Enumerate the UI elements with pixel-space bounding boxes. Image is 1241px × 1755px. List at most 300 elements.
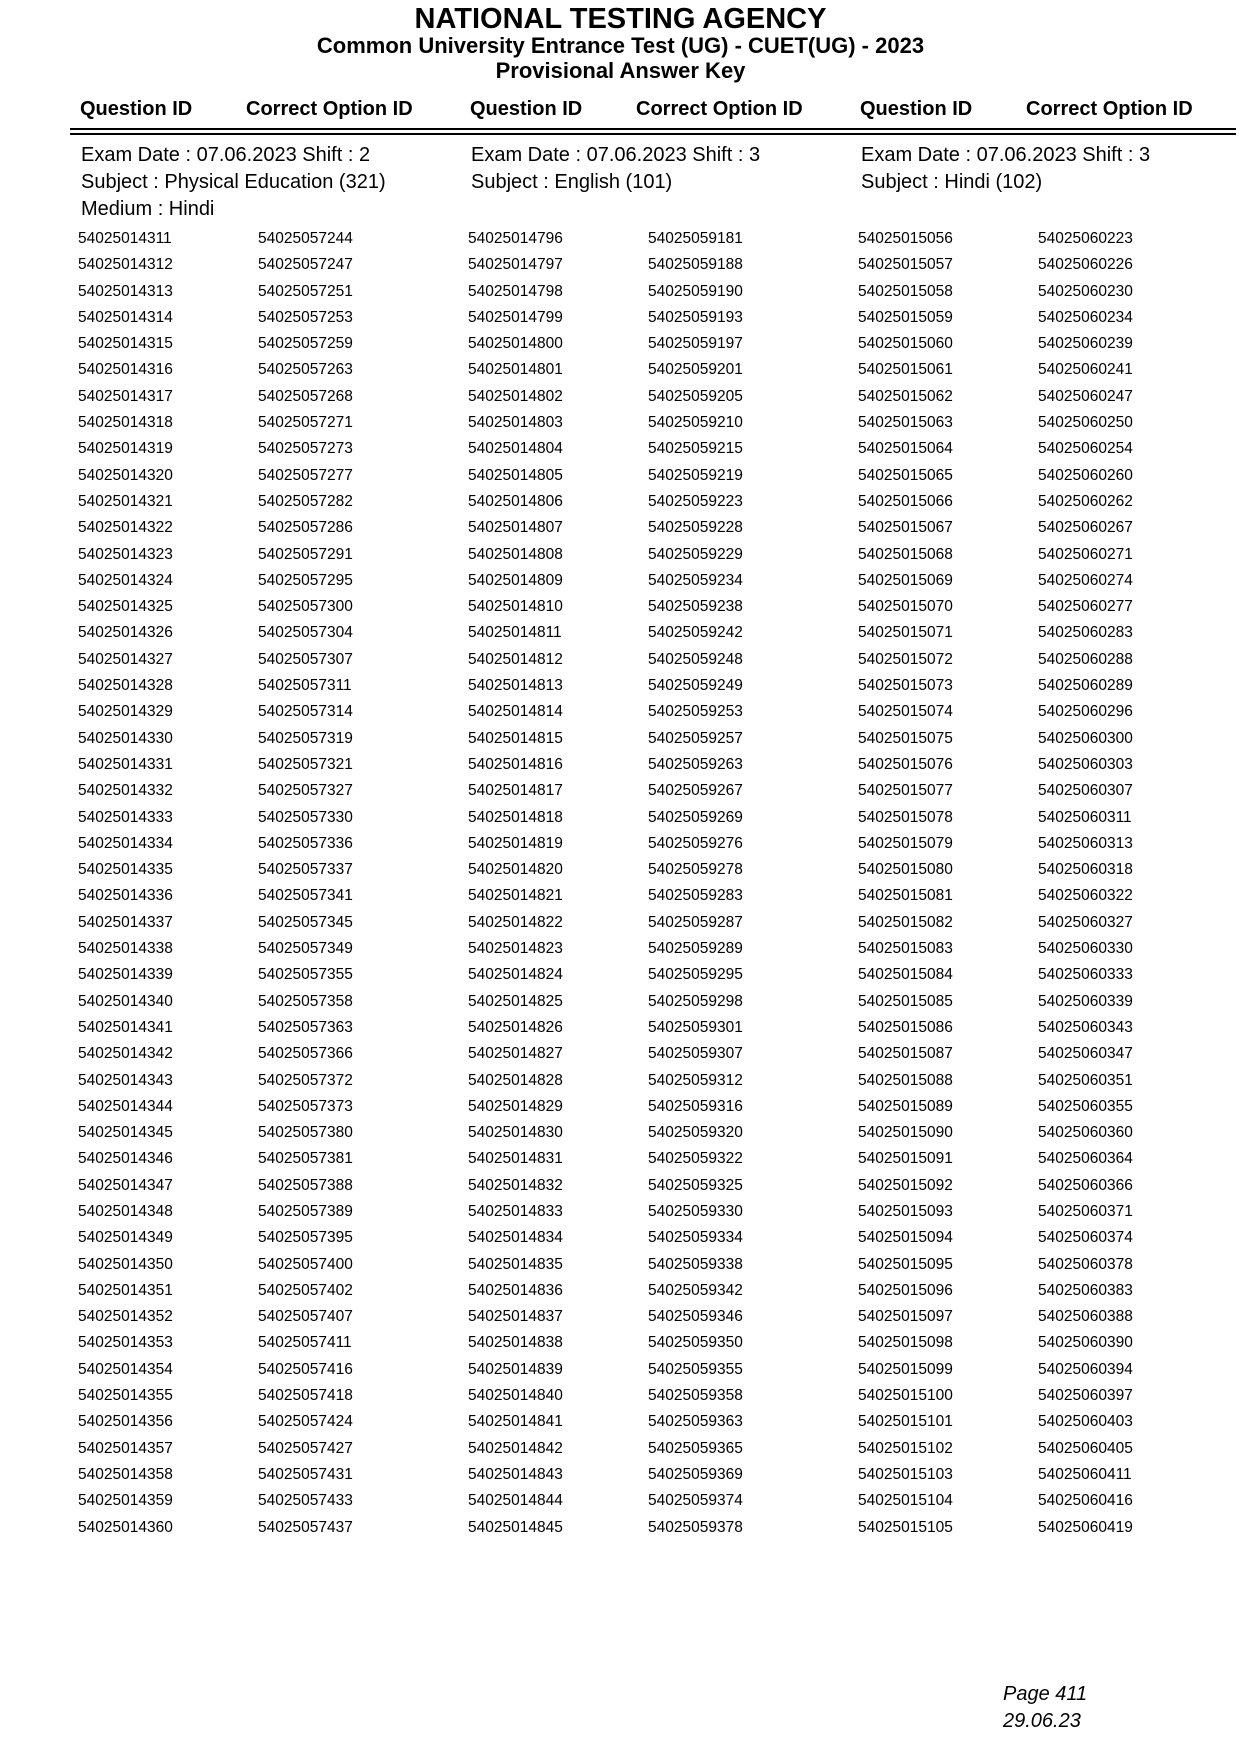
medium: Medium : Hindi [81,198,215,220]
table-cell: 54025015073 [858,677,953,695]
table-cell: 54025014337 [78,913,173,931]
table-cell: 54025014341 [78,1018,173,1036]
table-cell: 54025057358 [258,992,353,1010]
table-cell: 54025060254 [1038,440,1133,458]
table-cell: 54025014319 [78,440,173,458]
table-cell: 54025014840 [468,1387,563,1405]
table-cell: 54025014798 [468,282,563,300]
table-cell: 54025060339 [1038,992,1133,1010]
table-cell: 54025015071 [858,624,953,642]
table-cell: 54025057381 [258,1150,353,1168]
table-cell: 54025015104 [858,1492,953,1510]
table-cell: 54025060307 [1038,782,1133,800]
table-cell: 54025014800 [468,335,563,353]
table-cell: 54025057407 [258,1308,353,1326]
table-cell: 54025015089 [858,1097,953,1115]
table-cell: 54025015085 [858,992,953,1010]
table-cell: 54025014358 [78,1465,173,1483]
table-cell: 54025014325 [78,598,173,616]
table-cell: 54025057291 [258,545,353,563]
table-cell: 54025057251 [258,282,353,300]
table-cell: 54025057380 [258,1124,353,1142]
table-cell: 54025014815 [468,729,563,747]
table-cell: 54025057304 [258,624,353,642]
table-cell: 54025015097 [858,1308,953,1326]
table-cell: 54025014332 [78,782,173,800]
table-cell: 54025060260 [1038,466,1133,484]
table-cell: 54025014322 [78,519,173,537]
table-cell: 54025015083 [858,940,953,958]
table-cell: 54025060274 [1038,571,1133,589]
table-cell: 54025015075 [858,729,953,747]
column-header-correct-option-id: Correct Option ID [1026,98,1193,120]
table-cell: 54025059263 [648,755,743,773]
table-cell: 54025060234 [1038,308,1133,326]
table-cell: 54025015101 [858,1413,953,1431]
column-header-question-id: Question ID [80,98,193,120]
section-info-physical-education [81,142,386,223]
table-cell: 54025057416 [258,1360,353,1378]
table-cell: 54025060405 [1038,1439,1133,1457]
header-divider-line [70,133,1236,135]
table-cell: 54025059201 [648,361,743,379]
subject: Subject : Hindi (102) [861,171,1043,193]
table-cell: 54025014825 [468,992,563,1010]
table-cell: 54025057286 [258,519,353,537]
table-cell: 54025060226 [1038,256,1133,274]
table-cell: 54025014818 [468,808,563,826]
table-cell: 54025059301 [648,1018,743,1036]
table-cell: 54025059219 [648,466,743,484]
question-id-column [858,226,953,1541]
table-cell: 54025057355 [258,966,353,984]
page-footer [1003,1681,1087,1735]
table-cell: 54025015065 [858,466,953,484]
table-cell: 54025014797 [468,256,563,274]
exam-title: Common University Entrance Test (UG) - CUET(UG) - 2023 [316,33,925,58]
table-cell: 54025060378 [1038,1255,1133,1273]
table-cell: 54025059257 [648,729,743,747]
table-cell: 54025057366 [258,1045,353,1063]
table-cell: 54025014828 [468,1071,563,1089]
table-cell: 54025014802 [468,387,563,405]
table-cell: 54025060330 [1038,940,1133,958]
table-cell: 54025060411 [1038,1465,1132,1483]
column-header-question-id: Question ID [470,98,583,120]
table-cell: 54025014333 [78,808,173,826]
table-cell: 54025059229 [648,545,743,563]
table-cell: 54025060223 [1038,230,1133,247]
subject: Subject : English (101) [471,171,673,193]
table-cell: 54025059312 [648,1071,743,1089]
table-cell: 54025014829 [468,1097,563,1115]
table-cell: 54025014831 [468,1150,563,1168]
table-cell: 54025059342 [648,1281,743,1299]
table-cell: 54025014345 [78,1124,173,1142]
table-cell: 54025014841 [468,1413,563,1431]
correct-option-id-column [1038,226,1133,1541]
table-cell: 54025015105 [858,1518,953,1536]
table-cell: 54025015096 [858,1281,953,1299]
table-cell: 54025057277 [258,466,353,484]
table-cell: 54025014801 [468,361,563,379]
section-info-hindi [861,142,1150,196]
table-cell: 54025057319 [258,729,353,747]
table-cell: 54025057307 [258,650,353,668]
table-cell: 54025060364 [1038,1150,1133,1168]
table-cell: 54025059283 [648,887,743,905]
table-cell: 54025059197 [648,335,743,353]
table-cell: 54025057244 [258,230,353,247]
table-cell: 54025015095 [858,1255,953,1273]
table-cell: 54025060419 [1038,1518,1133,1536]
table-cell: 54025057268 [258,387,353,405]
table-cell: 54025060371 [1038,1202,1133,1220]
table-cell: 54025014799 [468,308,563,326]
table-cell: 54025060303 [1038,755,1133,773]
table-cell: 54025014359 [78,1492,173,1510]
table-cell: 54025057389 [258,1202,353,1220]
table-cell: 54025014352 [78,1308,173,1326]
table-cell: 54025015056 [858,230,953,247]
table-cell: 54025057433 [258,1492,353,1510]
table-cell: 54025057424 [258,1413,353,1431]
table-cell: 54025059298 [648,992,743,1010]
table-cell: 54025057259 [258,335,353,353]
table-cell: 54025060241 [1038,361,1133,379]
section-info-english [471,142,760,196]
table-cell: 54025060289 [1038,677,1133,695]
table-cell: 54025059228 [648,519,743,537]
table-cell: 54025014315 [78,335,173,353]
table-cell: 54025015103 [858,1465,953,1483]
table-cell: 54025057411 [258,1334,352,1352]
table-cell: 54025060390 [1038,1334,1133,1352]
agency-title: NATIONAL TESTING AGENCY [414,3,827,35]
table-cell: 54025014340 [78,992,173,1010]
table-cell: 54025015060 [858,335,953,353]
exam-date-shift: Exam Date : 07.06.2023 Shift : 2 [81,144,371,166]
table-cell: 54025059363 [648,1413,743,1431]
table-cell: 54025060333 [1038,966,1133,984]
table-cell: 54025057247 [258,256,353,274]
table-cell: 54025057372 [258,1071,353,1089]
table-cell: 54025015072 [858,650,953,668]
table-cell: 54025059289 [648,940,743,958]
table-cell: 54025014838 [468,1334,563,1352]
table-cell: 54025059355 [648,1360,743,1378]
table-cell: 54025014349 [78,1229,173,1247]
table-cell: 54025014820 [468,861,563,879]
table-cell: 54025059378 [648,1518,743,1536]
table-cell: 54025057337 [258,861,353,879]
table-cell: 54025015077 [858,782,953,800]
table-cell: 54025014839 [468,1360,563,1378]
table-cell: 54025057253 [258,308,353,326]
table-cell: 54025014821 [468,887,563,905]
table-cell: 54025015092 [858,1176,953,1194]
table-cell: 54025059365 [648,1439,743,1457]
header-divider-line [70,128,1236,130]
table-cell: 54025057321 [258,755,353,773]
table-cell: 54025060267 [1038,519,1133,537]
table-cell: 54025014827 [468,1045,563,1063]
table-cell: 54025014318 [78,414,173,432]
table-cell: 54025059238 [648,598,743,616]
table-cell: 54025014331 [78,755,173,773]
table-cell: 54025014807 [468,519,563,537]
table-cell: 54025060247 [1038,387,1133,405]
table-cell: 54025015088 [858,1071,953,1089]
table-cell: 54025014327 [78,650,173,668]
table-cell: 54025014808 [468,545,563,563]
table-cell: 54025015102 [858,1439,953,1457]
table-cell: 54025015064 [858,440,953,458]
page-number: Page 411 [1003,1683,1088,1705]
table-cell: 54025015067 [858,519,953,537]
table-cell: 54025059287 [648,913,743,931]
table-cell: 54025014339 [78,966,173,984]
table-cell: 54025014833 [468,1202,563,1220]
table-cell: 54025014805 [468,466,563,484]
table-cell: 54025057341 [258,887,353,905]
table-cell: 54025014843 [468,1465,563,1483]
table-cell: 54025014320 [78,466,173,484]
table-cell: 54025060296 [1038,703,1133,721]
table-cell: 54025057330 [258,808,353,826]
table-cell: 54025060374 [1038,1229,1133,1247]
table-cell: 54025059307 [648,1045,743,1063]
table-cell: 54025014347 [78,1176,173,1194]
table-cell: 54025060311 [1038,808,1132,826]
table-cell: 54025014357 [78,1439,173,1457]
table-cell: 54025060366 [1038,1176,1133,1194]
table-cell: 54025015087 [858,1045,953,1063]
table-cell: 54025015059 [858,308,953,326]
table-cell: 54025057427 [258,1439,353,1457]
table-cell: 54025014351 [78,1281,173,1299]
table-cell: 54025057263 [258,361,353,379]
subject: Subject : Physical Education (321) [81,171,386,193]
table-cell: 54025015062 [858,387,953,405]
table-cell: 54025057273 [258,440,353,458]
table-cell: 54025014329 [78,703,173,721]
table-cell: 54025014816 [468,755,563,773]
table-cell: 54025014326 [78,624,173,642]
table-cell: 54025060343 [1038,1018,1133,1036]
table-cell: 54025059234 [648,571,743,589]
table-cell: 54025014317 [78,387,173,405]
table-cell: 54025014323 [78,545,173,563]
table-cell: 54025057400 [258,1255,353,1273]
table-cell: 54025057311 [258,677,352,695]
table-cell: 54025014834 [468,1229,563,1247]
column-header-correct-option-id: Correct Option ID [636,98,803,120]
table-cell: 54025060277 [1038,598,1133,616]
table-cell: 54025015091 [858,1150,953,1168]
exam-date-shift: Exam Date : 07.06.2023 Shift : 3 [471,144,761,166]
table-cell: 54025014356 [78,1413,173,1431]
table-cell: 54025060394 [1038,1360,1133,1378]
table-cell: 54025057271 [258,414,353,432]
correct-option-id-column [258,226,353,1541]
table-cell: 54025059205 [648,387,743,405]
table-cell: 54025059278 [648,861,743,879]
table-cell: 54025014324 [78,571,173,589]
table-cell: 54025014344 [78,1097,173,1115]
table-cell: 54025014830 [468,1124,563,1142]
table-cell: 54025059350 [648,1334,743,1352]
table-cell: 54025014350 [78,1255,173,1273]
table-cell: 54025059338 [648,1255,743,1273]
table-cell: 54025014312 [78,256,173,274]
column-header-correct-option-id: Correct Option ID [246,98,413,120]
table-cell: 54025059295 [648,966,743,984]
table-cell: 54025014354 [78,1360,173,1378]
table-cell: 54025057395 [258,1229,353,1247]
table-cell: 54025014335 [78,861,173,879]
table-cell: 54025014835 [468,1255,563,1273]
table-cell: 54025057300 [258,598,353,616]
table-cell: 54025015078 [858,808,953,826]
table-cell: 54025015093 [858,1202,953,1220]
table-cell: 54025057336 [258,834,353,852]
table-cell: 54025059276 [648,834,743,852]
table-cell: 54025060283 [1038,624,1133,642]
table-cell: 54025059334 [648,1229,743,1247]
table-cell: 54025015068 [858,545,953,563]
table-cell: 54025014842 [468,1439,563,1457]
table-cell: 54025060239 [1038,335,1133,353]
question-id-column [78,226,173,1541]
table-cell: 54025059267 [648,782,743,800]
table-cell: 54025060318 [1038,861,1133,879]
table-cell: 54025059346 [648,1308,743,1326]
table-cell: 54025059223 [648,492,743,510]
table-cell: 54025014796 [468,230,563,247]
table-cell: 54025014809 [468,571,563,589]
table-cell: 54025015081 [858,887,953,905]
table-cell: 54025057314 [258,703,353,721]
table-cell: 54025057282 [258,492,353,510]
table-cell: 54025059242 [648,624,743,642]
document-type: Provisional Answer Key [495,58,746,83]
table-cell: 54025014845 [468,1518,563,1536]
table-cell: 54025014348 [78,1202,173,1220]
table-cell: 54025059253 [648,703,743,721]
table-cell: 54025060230 [1038,282,1133,300]
table-cell: 54025015086 [858,1018,953,1036]
table-cell: 54025059322 [648,1150,743,1168]
table-cell: 54025014336 [78,887,173,905]
table-cell: 54025060355 [1038,1097,1133,1115]
table-cell: 54025060351 [1038,1071,1133,1089]
table-cell: 54025015098 [858,1334,953,1352]
table-cell: 54025014817 [468,782,563,800]
table-cell: 54025060300 [1038,729,1133,747]
table-cell: 54025014353 [78,1334,173,1352]
table-cell: 54025060388 [1038,1308,1133,1326]
table-cell: 54025014806 [468,492,563,510]
table-cell: 54025059269 [648,808,743,826]
table-cell: 54025059210 [648,414,743,432]
table-cell: 54025014355 [78,1387,173,1405]
table-cell: 54025060383 [1038,1281,1133,1299]
table-cell: 54025015061 [858,361,953,379]
table-cell: 54025014321 [78,492,173,510]
table-cell: 54025015090 [858,1124,953,1142]
table-cell: 54025014803 [468,414,563,432]
footer-date: 29.06.23 [1003,1710,1081,1732]
table-cell: 54025014314 [78,308,173,326]
table-cell: 54025014804 [468,440,563,458]
table-cell: 54025060416 [1038,1492,1133,1510]
table-cell: 54025059320 [648,1124,743,1142]
table-cell: 54025014334 [78,834,173,852]
table-cell: 54025060403 [1038,1413,1133,1431]
table-cell: 54025059248 [648,650,743,668]
table-cell: 54025060322 [1038,887,1133,905]
table-cell: 54025060288 [1038,650,1133,668]
table-cell: 54025014826 [468,1018,563,1036]
table-cell: 54025015094 [858,1229,953,1247]
table-cell: 54025060250 [1038,414,1133,432]
table-cell: 54025014823 [468,940,563,958]
table-cell: 54025060347 [1038,1045,1133,1063]
table-cell: 54025060313 [1038,834,1133,852]
table-cell: 54025014342 [78,1045,173,1063]
table-cell: 54025057295 [258,571,353,589]
table-cell: 54025014844 [468,1492,563,1510]
table-cell: 54025059193 [648,308,743,326]
table-cell: 54025057402 [258,1281,353,1299]
table-cell: 54025015070 [858,598,953,616]
table-cell: 54025057388 [258,1176,353,1194]
table-cell: 54025057373 [258,1097,353,1115]
table-cell: 54025014822 [468,913,563,931]
table-cell: 54025014316 [78,361,173,379]
table-cell: 54025014343 [78,1071,173,1089]
table-cell: 54025059181 [648,230,743,247]
table-cell: 54025014338 [78,940,173,958]
table-cell: 54025057418 [258,1387,353,1405]
table-cell: 54025014813 [468,677,563,695]
table-cell: 54025014311 [78,230,172,247]
exam-date-shift: Exam Date : 07.06.2023 Shift : 3 [861,144,1151,166]
table-cell: 54025014810 [468,598,563,616]
table-cell: 54025060271 [1038,545,1133,563]
table-cell: 54025057349 [258,940,353,958]
table-cell: 54025059325 [648,1176,743,1194]
table-cell: 54025014360 [78,1518,173,1536]
table-cell: 54025015079 [858,834,953,852]
table-cell: 54025059188 [648,256,743,274]
table-cell: 54025015100 [858,1387,953,1405]
table-cell: 54025015082 [858,913,953,931]
table-cell: 54025014814 [468,703,563,721]
table-cell: 54025015066 [858,492,953,510]
table-cell: 54025057363 [258,1018,353,1036]
table-cell: 54025014811 [468,624,562,642]
table-cell: 54025014328 [78,677,173,695]
table-cell: 54025059316 [648,1097,743,1115]
table-cell: 54025015084 [858,966,953,984]
table-cell: 54025014812 [468,650,563,668]
table-cell: 54025059358 [648,1387,743,1405]
table-cell: 54025060360 [1038,1124,1133,1142]
table-cell: 54025014313 [78,282,173,300]
table-cell: 54025059374 [648,1492,743,1510]
